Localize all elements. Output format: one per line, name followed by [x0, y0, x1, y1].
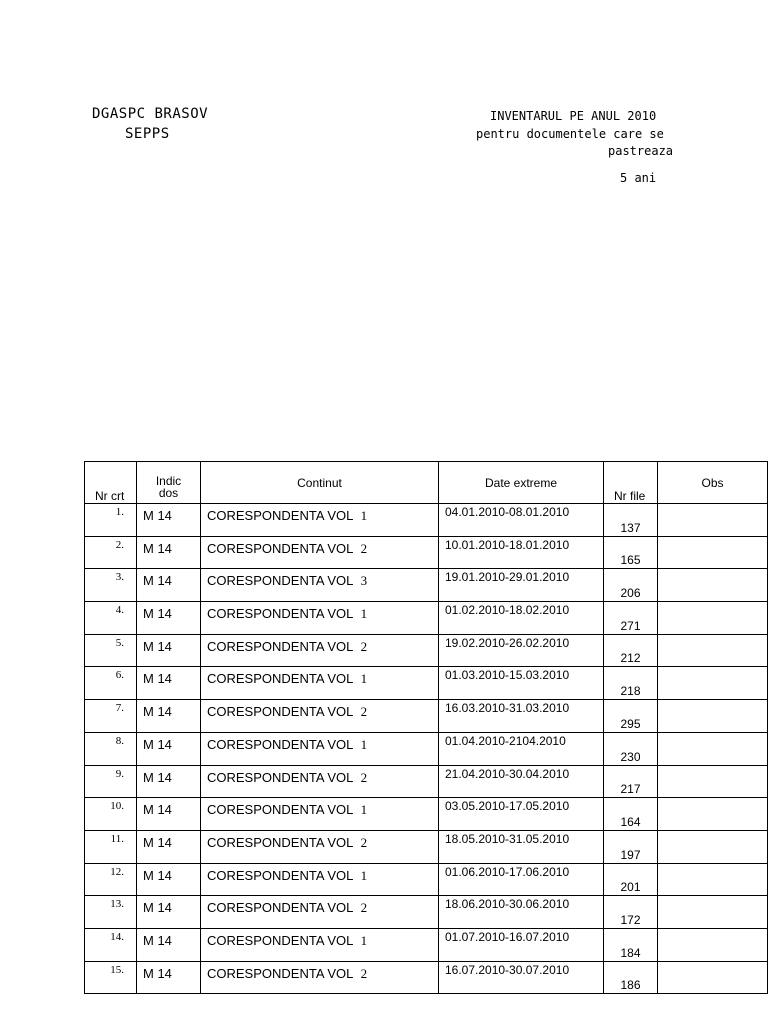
- column-header-indic-line2: dos: [158, 486, 179, 500]
- row-content: [201, 961, 439, 994]
- row-indicator: M 14: [137, 732, 201, 765]
- row-content: [201, 700, 439, 733]
- row-content: [201, 569, 439, 602]
- row-obs: [658, 830, 768, 863]
- row-indicator: M 14: [137, 569, 201, 602]
- table-row: [85, 634, 768, 667]
- row-number: 5.: [85, 634, 137, 667]
- row-obs: [658, 569, 768, 602]
- document-title: INVENTARUL PE ANUL 2010: [490, 109, 657, 123]
- row-date-range: 19.01.2010-29.01.2010: [439, 569, 604, 602]
- row-date-range: 01.04.2010-2104.2010: [439, 732, 604, 765]
- row-content: [201, 602, 439, 635]
- row-content: [201, 798, 439, 831]
- row-obs: [658, 536, 768, 569]
- column-header-obs: [658, 462, 768, 504]
- org-name: DGASPC BRASOV: [92, 106, 209, 122]
- row-indicator: M 14: [137, 928, 201, 961]
- row-number: 4.: [85, 602, 137, 635]
- row-content: [201, 504, 439, 537]
- row-obs: [658, 896, 768, 929]
- retention-period: 5 ani: [620, 171, 657, 185]
- row-file-count: 172: [620, 912, 641, 927]
- row-file-count: 217: [620, 782, 641, 797]
- row-file-count-cell: [604, 569, 658, 602]
- row-date-range: 01.07.2010-16.07.2010: [439, 928, 604, 961]
- row-file-count-cell: [604, 798, 658, 831]
- row-date-range: 10.01.2010-18.01.2010: [439, 536, 604, 569]
- row-obs: [658, 504, 768, 537]
- column-header-nr-file-label: Nr file: [614, 489, 646, 503]
- row-content-text: CORESPONDENTA VOL: [207, 802, 354, 818]
- table-row: [85, 863, 768, 896]
- row-file-count-cell: [604, 732, 658, 765]
- row-volume: 1: [360, 867, 368, 883]
- row-content: [201, 830, 439, 863]
- document-subtitle-line2: pastreaza: [608, 144, 674, 158]
- row-indicator: M 14: [137, 602, 201, 635]
- row-number: 2.: [85, 536, 137, 569]
- row-content: [201, 928, 439, 961]
- row-file-count-cell: [604, 602, 658, 635]
- row-volume: 2: [360, 540, 368, 556]
- table-row: [85, 536, 768, 569]
- row-number: 3.: [85, 569, 137, 602]
- row-content-text: CORESPONDENTA VOL: [207, 736, 354, 752]
- row-number: 6.: [85, 667, 137, 700]
- row-volume: 3: [360, 573, 368, 589]
- inventory-table: [84, 461, 768, 994]
- row-content-text: CORESPONDENTA VOL: [207, 606, 354, 622]
- row-indicator: M 14: [137, 896, 201, 929]
- table-row: [85, 765, 768, 798]
- row-volume: 2: [360, 900, 368, 916]
- column-header-date-extreme-label: Date extreme: [484, 476, 558, 490]
- row-volume: 1: [360, 736, 368, 752]
- column-header-nr-file: [604, 462, 658, 504]
- row-content-text: CORESPONDENTA VOL: [207, 638, 354, 654]
- row-number: 1.: [85, 504, 137, 537]
- row-file-count: 201: [620, 880, 641, 895]
- row-date-range: 04.01.2010-08.01.2010: [439, 504, 604, 537]
- row-content: [201, 896, 439, 929]
- row-volume: 1: [360, 802, 368, 818]
- row-number: 13.: [85, 896, 137, 929]
- table-row: [85, 830, 768, 863]
- table-row: [85, 602, 768, 635]
- row-volume: 1: [360, 606, 368, 622]
- row-file-count: 165: [620, 553, 641, 568]
- row-content-text: CORESPONDENTA VOL: [207, 965, 354, 981]
- row-file-count-cell: [604, 504, 658, 537]
- table-row: [85, 504, 768, 537]
- row-indicator: M 14: [137, 700, 201, 733]
- row-volume: 1: [360, 508, 368, 523]
- row-date-range: 01.03.2010-15.03.2010: [439, 667, 604, 700]
- column-header-obs-label: Obs: [701, 476, 724, 490]
- row-content-text: CORESPONDENTA VOL: [207, 508, 354, 523]
- row-obs: [658, 765, 768, 798]
- row-date-range: 16.07.2010-30.07.2010: [439, 961, 604, 994]
- table-row: [85, 798, 768, 831]
- row-date-range: 03.05.2010-17.05.2010: [439, 798, 604, 831]
- row-date-range: 01.06.2010-17.06.2010: [439, 863, 604, 896]
- row-file-count-cell: [604, 961, 658, 994]
- row-obs: [658, 667, 768, 700]
- table-header-row: [85, 462, 768, 504]
- row-indicator: M 14: [137, 798, 201, 831]
- row-content-text: CORESPONDENTA VOL: [207, 769, 354, 785]
- row-content-text: CORESPONDENTA VOL: [207, 900, 354, 916]
- column-header-nr-crt-label: Nr crt: [95, 489, 125, 503]
- row-content: [201, 765, 439, 798]
- org-department: SEPPS: [125, 126, 170, 142]
- row-content-text: CORESPONDENTA VOL: [207, 671, 354, 687]
- row-obs: [658, 700, 768, 733]
- row-volume: 2: [360, 769, 368, 785]
- row-number: 8.: [85, 732, 137, 765]
- row-file-count-cell: [604, 863, 658, 896]
- row-indicator: M 14: [137, 536, 201, 569]
- row-indicator: M 14: [137, 667, 201, 700]
- row-file-count: 212: [620, 651, 641, 666]
- column-header-indic-line1: Indic: [155, 474, 182, 488]
- row-content: [201, 863, 439, 896]
- row-content-text: CORESPONDENTA VOL: [207, 704, 354, 720]
- row-number: 11.: [85, 830, 137, 863]
- row-file-count: 230: [620, 749, 641, 764]
- table-row: [85, 896, 768, 929]
- row-file-count-cell: [604, 700, 658, 733]
- row-date-range: 16.03.2010-31.03.2010: [439, 700, 604, 733]
- row-obs: [658, 732, 768, 765]
- row-indicator: M 14: [137, 504, 201, 537]
- column-header-nr-crt: [85, 462, 137, 504]
- row-date-range: 01.02.2010-18.02.2010: [439, 602, 604, 635]
- document-subtitle-line1: pentru documentele care se: [476, 127, 664, 141]
- row-file-count-cell: [604, 765, 658, 798]
- table-row: [85, 700, 768, 733]
- row-file-count-cell: [604, 634, 658, 667]
- row-indicator: M 14: [137, 765, 201, 798]
- row-file-count: 186: [620, 978, 641, 993]
- row-content-text: CORESPONDENTA VOL: [207, 867, 354, 883]
- row-file-count: 295: [620, 716, 641, 731]
- row-content-text: CORESPONDENTA VOL: [207, 573, 354, 589]
- column-header-continut: [201, 462, 439, 504]
- row-file-count-cell: [604, 667, 658, 700]
- row-obs: [658, 798, 768, 831]
- table-row: [85, 928, 768, 961]
- row-volume: 1: [360, 671, 368, 687]
- row-obs: [658, 961, 768, 994]
- row-file-count: 137: [620, 520, 641, 535]
- row-content-text: CORESPONDENTA VOL: [207, 932, 354, 948]
- row-content: [201, 634, 439, 667]
- row-obs: [658, 928, 768, 961]
- row-file-count: 218: [620, 684, 641, 699]
- row-content: [201, 536, 439, 569]
- row-content: [201, 667, 439, 700]
- column-header-date-extreme: [439, 462, 604, 504]
- row-file-count-cell: [604, 928, 658, 961]
- column-header-continut-label: Continut: [297, 476, 342, 490]
- row-indicator: M 14: [137, 830, 201, 863]
- row-file-count: 164: [620, 814, 641, 829]
- row-number: 9.: [85, 765, 137, 798]
- row-volume: 2: [360, 965, 368, 981]
- row-obs: [658, 634, 768, 667]
- row-content-text: CORESPONDENTA VOL: [207, 540, 354, 556]
- row-content: [201, 732, 439, 765]
- table-row: [85, 961, 768, 994]
- column-header-indic: [137, 462, 201, 504]
- row-indicator: M 14: [137, 863, 201, 896]
- row-volume: 2: [360, 704, 368, 720]
- row-file-count-cell: [604, 896, 658, 929]
- row-file-count-cell: [604, 830, 658, 863]
- row-number: 10.: [85, 798, 137, 831]
- row-date-range: 21.04.2010-30.04.2010: [439, 765, 604, 798]
- row-file-count: 197: [620, 847, 641, 862]
- row-number: 14.: [85, 928, 137, 961]
- row-file-count: 184: [620, 945, 641, 960]
- table-row: [85, 569, 768, 602]
- row-indicator: M 14: [137, 961, 201, 994]
- row-date-range: 18.06.2010-30.06.2010: [439, 896, 604, 929]
- row-file-count-cell: [604, 536, 658, 569]
- table-row: [85, 732, 768, 765]
- row-number: 12.: [85, 863, 137, 896]
- row-number: 7.: [85, 700, 137, 733]
- row-obs: [658, 602, 768, 635]
- row-number: 15.: [85, 961, 137, 994]
- row-file-count: 271: [620, 618, 641, 633]
- row-date-range: 18.05.2010-31.05.2010: [439, 830, 604, 863]
- table-row: [85, 667, 768, 700]
- row-indicator: M 14: [137, 634, 201, 667]
- row-volume: 2: [360, 834, 368, 850]
- row-content-text: CORESPONDENTA VOL: [207, 834, 354, 850]
- row-date-range: 19.02.2010-26.02.2010: [439, 634, 604, 667]
- row-obs: [658, 863, 768, 896]
- row-file-count: 206: [620, 586, 641, 601]
- row-volume: 1: [360, 932, 368, 948]
- row-volume: 2: [360, 638, 368, 654]
